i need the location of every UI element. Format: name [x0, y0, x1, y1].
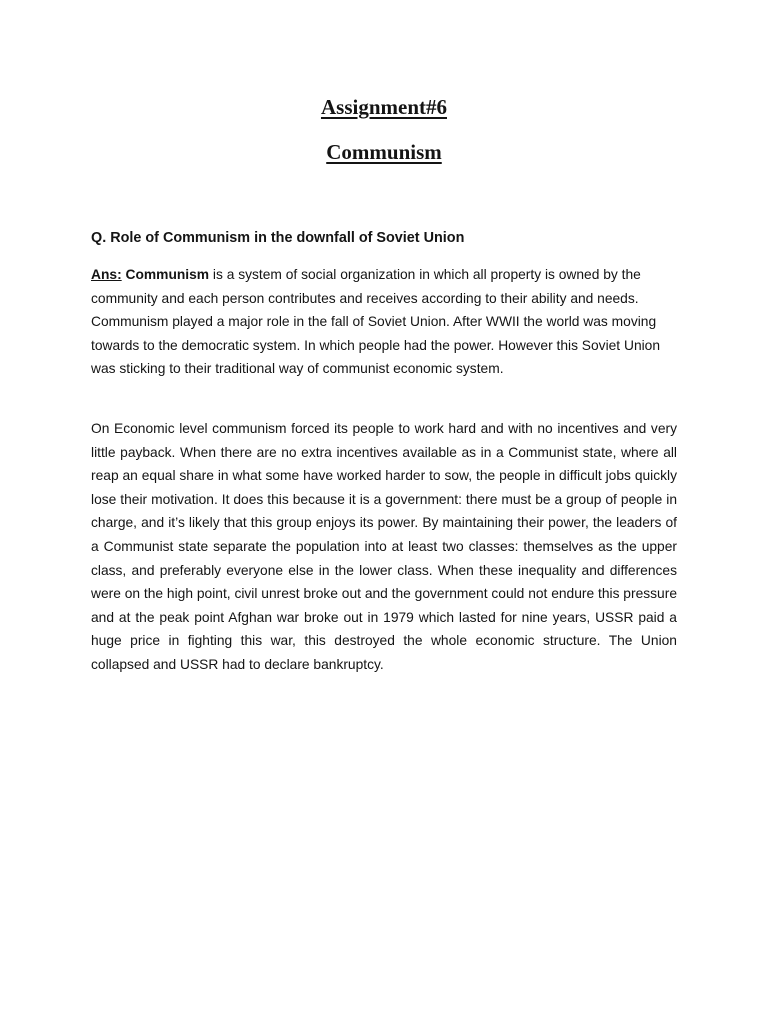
answer-term: Communism	[125, 267, 210, 282]
question-heading: Q. Role of Communism in the downfall of Soviet Union	[91, 230, 465, 246]
answer-paragraph	[91, 263, 677, 381]
assignment-title: Assignment#6	[320, 95, 447, 119]
answer-label: Ans:	[91, 267, 122, 282]
economic-paragraph: On Economic level communism forced its people to work hard and with no incentives and very little payback. When there are no extra incentives available as in a Communist state, where all reap an equal share in what some have worked harder to sow, the people in difficult jobs quickly lose their motivation. It does this because it is a government: there must be a group of people in charge, and it’s likely that this group enjoys its power. By maintaining their power, the leaders of a Communist state separate the population into at least two classes: themselves as the upper class, and preferably everyone else in the lower class. When these inequality and differences were on the high point, civil unrest broke out and the government could not endure this pressure and at the peak point Afghan war broke out in 1979 which lasted for nine years, USSR paid a huge price in fighting this war, this destroyed the whole economic structure. The Union collapsed and USSR had to declare bankruptcy.	[91, 421, 677, 672]
topic-title: Communism	[326, 140, 442, 164]
answer-text: is a system of social organization in which all property is owned by the community and each person contributes and receives according to their ability and needs. Communism played a major role in the fall of Soviet Union. After WWII the world was moving towards to the democratic system. In which people had the power. However this Soviet Union was sticking to their traditional way of communist economic system.	[91, 267, 661, 377]
